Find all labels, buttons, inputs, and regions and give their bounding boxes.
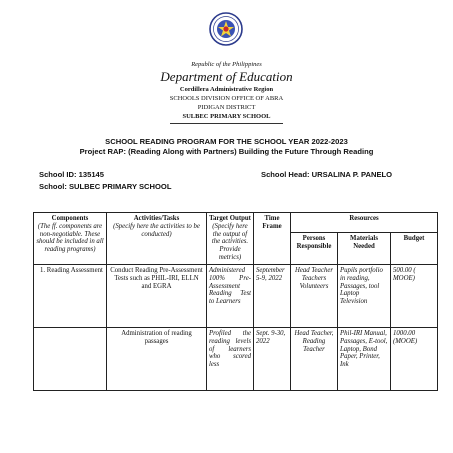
- program-subtitle: Project RAP: (Reading Along with Partners) Building the Future Through Reading: [79, 147, 374, 156]
- header-divider: [170, 123, 283, 124]
- persons-cell: Head Teacher Teachers Volunteers: [291, 264, 338, 327]
- header-time-frame: Time Frame: [254, 213, 291, 265]
- header-budget: Budget: [391, 232, 438, 264]
- header-target-output: Target Output (Specify here the output of the activities. Provide metrics): [207, 213, 254, 265]
- target-cell: Administered 100% Pre-Assessment Reading Test to Learners: [207, 264, 254, 327]
- header-materials: Materials Needed: [338, 232, 391, 264]
- deped-seal-logo: [209, 12, 243, 46]
- budget-cell: 500.00 ( MOOE): [391, 264, 438, 327]
- activity-cell: Conduct Reading Pre-Assessment Tests such as PHIL-IRI, ELLN and EGRA: [107, 264, 207, 327]
- header-resources: Resources: [291, 213, 438, 233]
- materials-cell: Pupils portfolio in reading, Passages, tool Laptop Television: [338, 264, 391, 327]
- budget-cell: 1000.00 (MOOE): [391, 327, 438, 390]
- header-persons: Persons Responsible: [291, 232, 338, 264]
- component-cell: [34, 327, 107, 390]
- table-header-row: [34, 213, 438, 233]
- school-name-header: SULBEC PRIMARY SCHOOL: [182, 113, 271, 120]
- region-name: Cordillera Administrative Region: [179, 86, 274, 93]
- school-name: School: SULBEC PRIMARY SCHOOL: [39, 182, 172, 191]
- time-cell: September 5-9, 2022: [254, 264, 291, 327]
- division-name: SCHOOLS DIVISION OFFICE OF ABRA: [169, 95, 284, 102]
- school-head: School Head: URSALINA P. PANELO: [261, 170, 393, 179]
- target-cell: Profiled the reading levels of learners who scored less: [207, 327, 254, 390]
- school-id: School ID: 135145: [39, 170, 104, 179]
- header-activities: Activities/Tasks (Specify here the activities to be conducted): [107, 213, 207, 265]
- republic-line: Republic of the Philippines: [191, 61, 262, 68]
- department-name: Department of Education: [160, 69, 293, 84]
- activity-cell: Administration of reading passages: [107, 327, 207, 390]
- reading-program-table: [33, 212, 438, 391]
- materials-cell: Phil-IRI Manual, Passages, E-tool, Laptop, Bond Paper, Printer, Ink: [338, 327, 391, 390]
- district-name: PIDIGAN DISTRICT: [197, 104, 256, 111]
- table-row: [34, 327, 438, 390]
- table-row: [34, 264, 438, 327]
- header-components: Components (The ff. components are non-negotiable. These should be included in all reading programs): [34, 213, 107, 265]
- time-cell: Sept. 9-30, 2022: [254, 327, 291, 390]
- program-title: SCHOOL READING PROGRAM FOR THE SCHOOL YEAR 2022-2023: [105, 137, 348, 146]
- persons-cell: Head Teacher, Reading Teacher: [291, 327, 338, 390]
- component-cell: 1. Reading Assessment: [34, 264, 107, 327]
